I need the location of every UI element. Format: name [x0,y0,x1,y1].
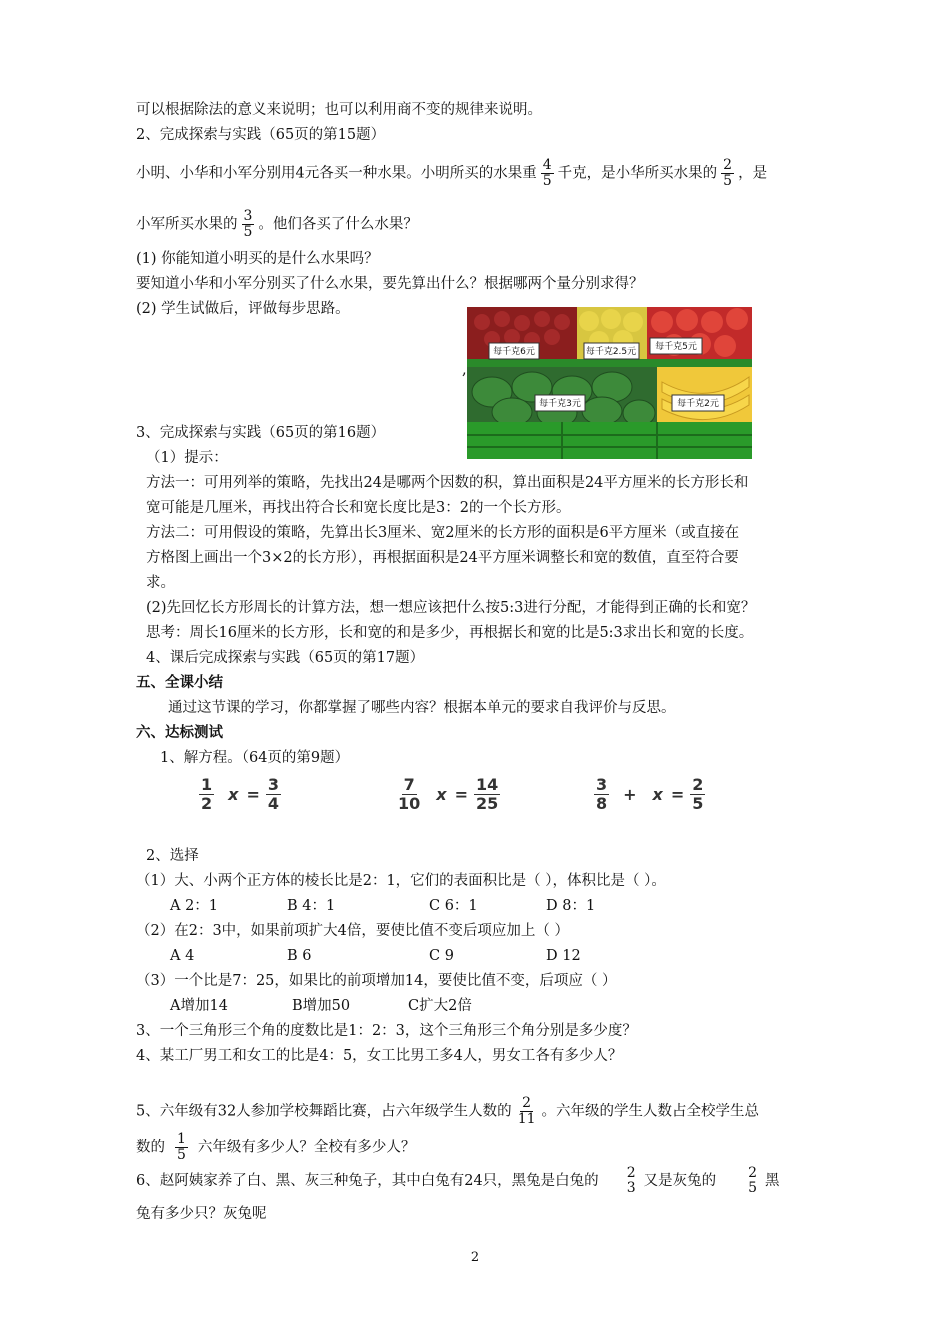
text-segment: 黑 [765,1173,780,1189]
option: B 6 [287,948,312,964]
page-number: 2 [470,1250,480,1265]
option: A 2：1 [170,898,219,914]
text-line: 可以根据除法的意义来说明；也可以利用商不变的规律来说明。 [136,102,542,118]
fraction: 2 5 [748,1165,758,1196]
variable: x [228,785,239,804]
section-heading: 六、达标测试 [136,724,223,741]
text-line: 方法二：可用假设的策略，先算出长3厘米、宽2厘米的长方形的面积是6平方厘米（或直接在 [146,525,740,541]
option: D 12 [546,948,581,964]
text-segment: 又是灰兔的 [643,1173,717,1189]
text-segment: 。六年级的学生人数占全校学生总 [541,1103,760,1120]
section-heading: 五、全课小结 [136,674,223,691]
fraction: $\frac{3}{4}$ [267,775,280,813]
operator: + [623,785,637,804]
text-line: (1) 你能知道小明买的是什么水果吗？ [136,251,379,267]
fraction: $\frac{3}{8}$ [596,775,608,813]
text-line: 宽可能是几厘米，再找出符合长和宽长度比是3：2的一个长方形。 [146,500,571,516]
option: C扩大2倍 [408,998,472,1014]
text-segment: 六年级有多少人？全校有多少人？ [197,1139,416,1156]
operator: = [454,785,468,804]
section-item: 2、选择 [146,848,199,864]
option: B增加50 [292,998,351,1014]
text-segment: 6、赵阿姨家养了白、黑、灰三种兔子，其中白兔有24只，黑兔是白兔的 [136,1173,599,1189]
text-line: 通过这节课的学习，你都掌握了哪些内容？根据本单元的要求自我评价与反思。 [168,700,676,716]
fraction: 2 3 [626,1165,636,1196]
text-line: 要知道小华和小军分别买了什么水果，要先算出什么？根据哪两个量分别求得？ [136,276,644,292]
section-item: 2、完成探索与实践（65页的第15题） [136,127,386,143]
fraction: $\frac{14}{25}$ [476,775,499,813]
question: 4、某工厂男工和女工的比是4：5，女工比男工多4人，男女工各有多少人？ [136,1048,623,1064]
fraction: $\frac{1}{5}$ [177,1131,186,1163]
text-line: 方法一：可用列举的策略，先找出24是哪两个因数的积，算出面积是24平方厘米的长方形长和 [146,475,749,491]
price-tag: 每千克2.5元 [585,347,637,357]
equation-1 [193,776,287,813]
question: （1）大、小两个正方体的棱长比是2：1，它们的表面积比是（ ），体积比是（ ）。 [136,873,666,889]
text-segment: ，是 [738,165,768,182]
question: （2）在2：3中，如果前项扩大4倍，要使比值不变后项应加上（ ） [136,923,570,939]
variable: x [436,785,447,804]
fruit-stand-image [467,307,752,459]
section-item: 1、解方程。（64页的第9题） [160,750,350,766]
section-item: 3、完成探索与实践（65页的第16题） [136,425,386,441]
fraction: $\frac{2}{5}$ [692,775,704,813]
operator: = [670,785,685,804]
question: （3）一个比是7：25，如果比的前项增加14，要使比值不变，后项应（ ） [136,973,617,989]
option: C 9 [429,948,454,964]
option: A 4 [170,948,195,964]
fraction: $\frac{2}{5}$ [723,157,733,189]
question [136,1132,415,1163]
variable: x [652,785,663,804]
section-item: 4、课后完成探索与实践（65页的第17题） [146,650,425,666]
problem-text [136,158,767,189]
text-line: (2)先回忆长方形周长的计算方法，想一想应该把什么按5:3进行分配，才能得到正确的长和宽？ [146,600,756,616]
option: D 8：1 [546,898,596,914]
text-segment: 5、六年级有32人参加学校舞蹈比赛，占六年级学生人数的 [136,1103,512,1120]
text-segment: 。他们各买了什么水果？ [258,216,418,233]
fraction: $\frac{7}{10}$ [398,775,421,813]
question: 兔有多少只？灰兔呢 [136,1206,267,1222]
option: A增加14 [170,998,228,1014]
text-line: 求。 [146,575,175,591]
price-tag: 每千克6元 [493,347,535,357]
option: C 6：1 [429,898,478,914]
text-segment: 小军所买水果的 [136,216,238,233]
fraction: $\frac{2}{11}$ [517,1095,536,1127]
text-line: (2) 学生试做后，评做每步思路。 [136,301,350,317]
text-segment: 小明、小华和小军分别用4元各买一种水果。小明所买的水果重 [136,165,537,182]
price-tag: 每千克2元 [677,399,719,409]
text-line: （1）提示： [146,450,228,466]
problem-text [136,209,418,240]
text-line: 方格图上画出一个3×2的长方形），再根据面积是24平方厘米调整长和宽的数值，直至符合要 [146,550,739,566]
fraction: $\frac{3}{5}$ [243,208,253,240]
text-line: 思考：周长16厘米的长方形，长和宽的和是多少，再根据长和宽的比是5:3求出长和宽的长度。 [146,625,754,641]
fraction: $\frac{4}{5}$ [542,157,552,189]
comma-mark: , [462,362,467,378]
price-tag: 每千克5元 [655,342,697,352]
operator: = [246,785,260,804]
question: 3、一个三角形三个角的度数比是1：2：3，这个三角形三个角分别是多少度？ [136,1023,637,1039]
text-segment: 千克，是小华所买水果的 [557,165,718,182]
equation-2 [390,776,506,813]
option: B 4：1 [287,898,336,914]
question [136,1096,759,1127]
fruit-stand-illustration [467,307,752,459]
text-segment: 数的 [136,1139,165,1156]
price-tag: 每千克3元 [539,399,581,409]
equation-3 [588,776,711,813]
fraction: $\frac{1}{2}$ [201,775,213,813]
question [136,1166,780,1196]
